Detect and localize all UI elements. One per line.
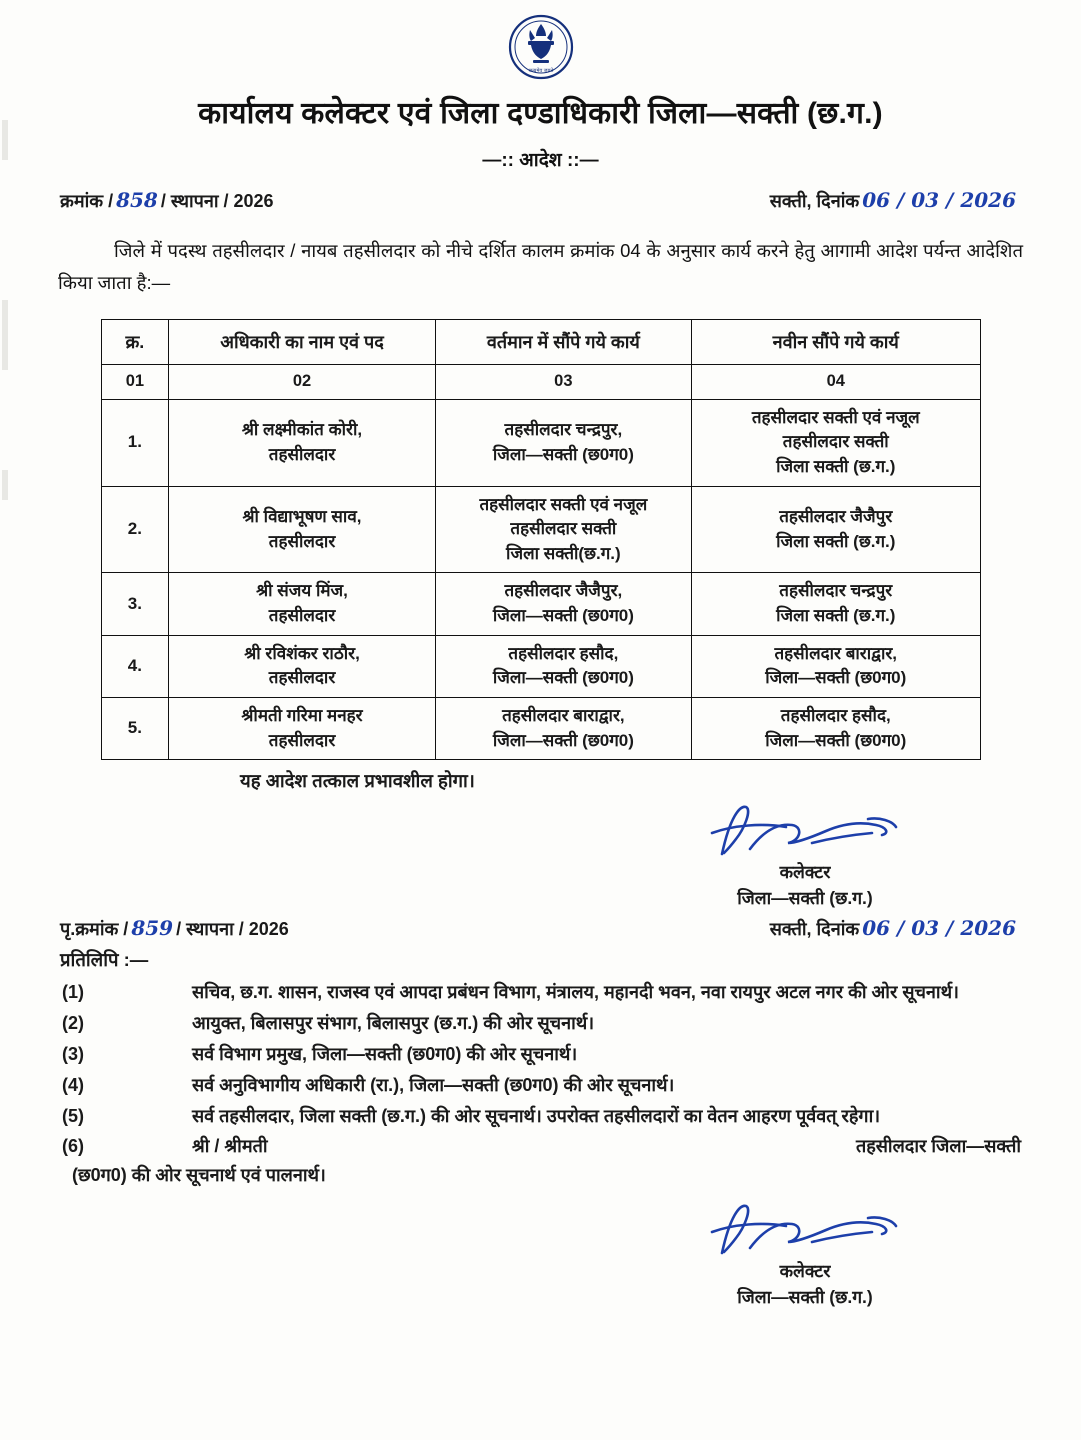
list-item-text: श्री / श्रीमती [192,1136,268,1157]
column-number-01: 01 [101,364,169,399]
row-serial: 4. [101,635,169,697]
signature-district: जिला—सक्ती (छ.ग.) [737,1286,873,1307]
list-item-text: सर्व अनुविभागीय अधिकारी (रा.), जिला—सक्ती (छ0ग0) की ओर सूचनार्थ। [192,1074,675,1095]
endorsement-date-block [770,916,1019,941]
row-officer-name: श्री लक्ष्मीकांत कोरी, तहसीलदार [169,399,435,486]
table-row [101,573,980,635]
row-new-posting: तहसीलदार हसौद, जिला—सक्ती (छ0ग0) [691,698,980,760]
endorsement-number-suffix: / स्थापना / 2026 [176,919,289,940]
copy-recipient-list [0,978,1081,1190]
order-place-label: सक्ती, दिनांक [769,191,860,211]
page-edge-mark [2,470,8,500]
row-current-posting: तहसीलदार चन्द्रपुर, जिला—सक्ती (छ0ग0) [435,399,691,486]
endorsement-number-value: 859 [131,916,174,941]
list-item-number: (1) [62,982,84,1003]
emblem-container [0,0,1081,85]
list-item-right-text: तहसीलदार जिला—सक्ती [855,1136,1021,1157]
order-number-value: 858 [116,188,158,212]
order-number-block [60,188,274,213]
order-date-value: 06 / 03 / 2026 [862,188,1016,212]
endorsement-date-value: 06 / 03 / 2026 [862,916,1016,941]
list-item-number: (6) [62,1136,84,1157]
table-row [101,399,980,486]
order-heading: —:: आदेश ::— [482,150,599,171]
transfer-order-table [101,319,981,761]
table-header-sn: क्र. [101,319,169,364]
national-emblem-icon [508,14,574,80]
table-header-current: वर्तमान में सौंपे गये कार्य [435,319,691,364]
list-item-second-line: (छ0ग0) की ओर सूचनार्थ एवं पालनार्थ। [72,1165,326,1186]
column-number-04: 04 [691,364,980,399]
column-number-02: 02 [169,364,435,399]
table-header-officer: अधिकारी का नाम एवं पद [169,319,435,364]
row-new-posting: तहसीलदार जैजैपुर जिला सक्ती (छ.ग.) [691,486,980,573]
table-body [101,364,980,760]
table-header-row [101,319,980,364]
svg-text:सत्यमेव जयते: सत्यमेव जयते [528,68,553,74]
page-edge-mark [2,120,8,160]
endorsement-number-prefix: पृ.क्रमांक / [60,919,129,940]
list-item-number: (4) [62,1074,84,1095]
row-serial: 2. [101,486,169,573]
order-number-prefix: क्रमांक / [60,191,114,211]
list-item-text: सर्व विभाग प्रमुख, जिला—सक्ती (छ0ग0) की ओर सूचनार्थ। [192,1043,578,1064]
office-title: कार्यालय कलेक्टर एवं जिला दण्डाधिकारी जिला—सक्ती (छ.ग.) [198,97,883,130]
list-item-number: (2) [62,1013,84,1034]
list-item [0,1009,1081,1038]
row-current-posting: तहसीलदार बाराद्वार, जिला—सक्ती (छ0ग0) [435,698,691,760]
copy-to-label: प्रतिलिपि :— [60,949,149,971]
list-item [0,1102,1081,1131]
signature-block-1 [640,799,970,910]
list-item-text-block [72,1132,1081,1190]
list-item-number: (3) [62,1043,84,1064]
column-number-03: 03 [435,364,691,399]
row-officer-name: श्री विद्याभूषण साव, तहसीलदार [169,486,435,573]
order-number-suffix: / स्थापना / 2026 [160,191,274,211]
endorsement-place-label: सक्ती, दिनांक [769,919,860,940]
row-current-posting: तहसीलदार हसौद, जिला—सक्ती (छ0ग0) [435,635,691,697]
row-new-posting: तहसीलदार चन्द्रपुर जिला सक्ती (छ.ग.) [691,573,980,635]
page-edge-mark [2,300,8,370]
endorsement-number-block [60,916,289,941]
header-meta-row [0,188,1081,213]
signature-block-2 [640,1198,970,1309]
row-new-posting: तहसीलदार सक्ती एवं नजूल तहसीलदार सक्ती जिला सक्ती (छ.ग.) [691,399,980,486]
table-row [101,698,980,760]
row-officer-name: श्री संजय मिंज, तहसीलदार [169,573,435,635]
endorsement-meta-row [0,916,1081,941]
signature-district: जिला—सक्ती (छ.ग.) [737,888,873,909]
row-serial: 1. [101,399,169,486]
list-item-text: सर्व तहसीलदार, जिला सक्ती (छ.ग.) की ओर सूचनार्थ। उपरोक्त तहसीलदारों का वेतन आहरण पूर्ववत् रहेगा। [192,1105,881,1126]
row-current-posting: तहसीलदार जैजैपुर, जिला—सक्ती (छ0ग0) [435,573,691,635]
row-officer-name: श्रीमती गरिमा मनहर तहसीलदार [169,698,435,760]
list-item [0,1040,1081,1069]
signature-scribble-icon [640,1198,970,1265]
list-item-text: आयुक्त, बिलासपुर संभाग, बिलासपुर (छ.ग.) की ओर सूचनार्थ। [192,1013,595,1034]
table-row [101,635,980,697]
signature-scribble-icon [640,799,970,866]
table-row [101,486,980,573]
row-serial: 3. [101,573,169,635]
table-header-new: नवीन सौंपे गये कार्य [691,319,980,364]
body-paragraph: जिले में पदस्थ तहसीलदार / नायब तहसीलदार को नीचे दर्शित कालम क्रमांक 04 के अनुसार कार्य करने हेतु आगामी आदेश पर्यन्त आदेशित किया जाता है:— [58,240,1023,293]
order-date-block [770,188,1019,213]
list-item-number: (5) [62,1105,84,1126]
list-item [0,978,1081,1007]
effective-statement: यह आदेश तत्काल प्रभावशील होगा। [240,770,475,792]
list-item [0,1071,1081,1100]
row-serial: 5. [101,698,169,760]
list-item [0,1132,1081,1190]
row-officer-name: श्री रविशंकर राठौर, तहसीलदार [169,635,435,697]
row-current-posting: तहसीलदार सक्ती एवं नजूल तहसीलदार सक्ती जिला सक्ती(छ.ग.) [435,486,691,573]
list-item-text: सचिव, छ.ग. शासन, राजस्व एवं आपदा प्रबंधन विभाग, मंत्रालय, महानदी भवन, नवा रायपुर अटल नगर की ओर सूचनार्थ। [192,982,959,1003]
signature-designation: कलेक्टर [779,1260,831,1281]
row-new-posting: तहसीलदार बाराद्वार, जिला—सक्ती (छ0ग0) [691,635,980,697]
signature-designation: कलेक्टर [779,862,831,883]
table-column-number-row [101,364,980,399]
